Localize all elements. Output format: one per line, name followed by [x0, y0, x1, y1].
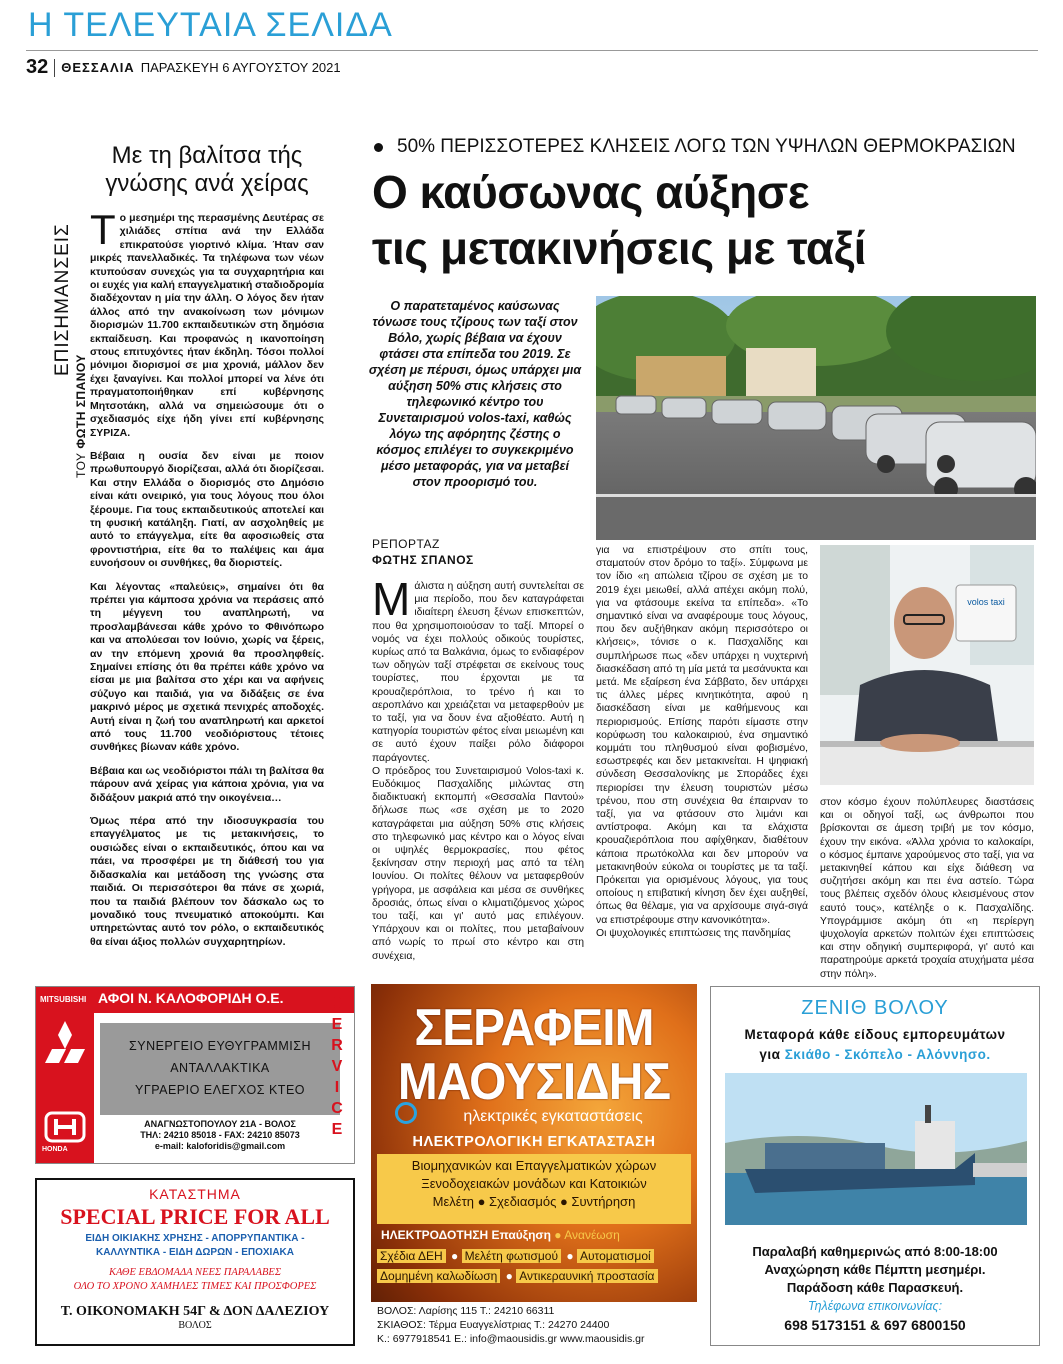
ad-services-box — [100, 1023, 340, 1115]
ad-special-price[interactable] — [35, 1178, 355, 1346]
article-kicker: 50% ΠΕΡΙΣΣΟΤΕΡΕΣ ΚΛΗΣΕΙΣ ΛΟΓΩ ΤΩΝ ΥΨΗΛΩΝ ΘΕΡΜΟΚΡΑΣΙΩΝ — [374, 136, 1016, 158]
ad-header: ΗΛΕΚΤΡΟΔΟΤΗΣΗ Επαύξηση ● Ανανέωση — [381, 1228, 620, 1242]
mitsubishi-diamonds-icon — [45, 1021, 85, 1063]
column-label: ΕΠΙΣΗΜΑΝΣΕΙΣ — [52, 223, 73, 376]
ad-service-line: ΥΓΡΑΕΡΙΟ ΕΛΕΓΧΟΣ ΚΤΕΟ — [134, 1083, 305, 1097]
column-paragraph: Και λέγοντας «παλεύεις», σημαίνει ότι θα πρέπει για κάμποσα χρόνια να περάσεις από τη μέγγενη του αναπληρωτή, να προσλαμβάνεσαι κάθε χρόνο το Φθινόπωρο και να απολύεσαι τον Ιούνιο, χωρίς να ξέρεις, αν την επόμενη χρονιά θα προσληφθείς. Σημαίνει επίσης ότι θα πρέπει κάθε χρόνο να είσαι με μια βαλίτσα στο χέρι και να αφήνεις σύζυγο και παιδιά, για να διδάξεις σε ένα μακρινό μέρος με σχετικά πενιχρές αποδοχές. Αυτή είναι η ζωή του αναπληρωτή και αρκετοί από τους 11.700 νεοδιόριστους τέτοιες συνθήκες βίωναν κάθε χρόνο. — [90, 580, 324, 754]
column-author: ΤΟΥ ΦΩΤΗ ΣΠΑΝΟΥ — [74, 354, 88, 478]
ad-kaloforidis[interactable] — [35, 986, 355, 1164]
taxi-rank-photo — [596, 296, 1036, 540]
ad-contact-label: Τηλέφωνα επικοινωνίας: — [807, 1299, 943, 1313]
bullet-icon — [374, 143, 383, 152]
article-lede: Ο παρατεταμένος καύσωνας τόνωσε τους τζίρους των ταξί στον Βόλο, χωρίς βέβαια να έχουν φτάσει στα επίπεδα του 2019. Σε σχέση με πέρυσι, όμως υπάρχει μια αύξηση 50% στις κλήσεις στο τηλεφωνικό κέντρο του Συνεταιρισμού volos-taxi, καθώς λόγω της αφόρητης ζέστης ο κόσμος επιλέγει το συγκεκριμένο μέσο μεταφοράς, για να μεταβεί στον προορισμό του. — [368, 299, 582, 489]
ad-brand-line: ΣΕΡΑΦΕΙΜ — [414, 999, 654, 1057]
page-number: 32 — [26, 56, 49, 78]
ad-address: ΑΝΑΓΝΩΣΤΟΠΟΥΛΟΥ 21Α - ΒΟΛΟΣ ΤΗΛ: 24210 85018 - FAX: 24210 85073 e-mail: kaloforidis@gmail.com — [140, 1119, 300, 1151]
article-column-2 — [596, 544, 808, 940]
ship-photo — [725, 1073, 1027, 1225]
ad-line: Μεταφορά κάθε είδους εμπορευμάτων — [744, 1027, 1006, 1042]
taxi-sign-text: volos taxi — [967, 597, 1005, 607]
ad-line: για Σκιάθο - Σκόπελο - Αλόννησο. — [759, 1047, 991, 1062]
ad-service-line: ΣΥΝΕΡΓΕΙΟ ΕΥΘΥΓΡΑΜΜΙΣΗ — [129, 1039, 311, 1053]
column-paragraph: Το μεσημέρι της περασμένης Δευτέρας σε χιλιάδες σπίτια ανά την Ελλάδα επικρατούσε γιορτινό κλίμα. Ήταν σαν μικρές πανελλαδικές. Τα τηλέφωνα των νέων κτυπούσαν συνεχώς για τα συγχαρητήρια και οι ευχές για καλή επαγγελματική σταδιοδρομία διαδέχονταν η μία την άλλη. Ο λόγος δεν ήταν άλλος από την ανακοίνωση των μόνιμων διορισμών 11.700 εκπαιδευτικών στη δημόσια εκπαίδευση. Και προφανώς η ικανοποίηση στους επιτυχόντες ήταν έκδηλη. Τόσοι πολλοί μόνιμοι διορισμοί σε μια χρονιά, μάλλον δεν έχει ξαναγίνει. Και πολλοί μπορεί να λένε ότι πραγματοποιήθηκαν επί κυβέρνησης Μητσοτάκη, αλλά να σημειώσουμε ότι ο σχεδιασμός είχε ήδη γίνει επί κυβέρνησης ΣΥΡΙΖΑ. — [90, 206, 324, 439]
ad-phones: 698 5173151 & 697 6800150 — [784, 1317, 966, 1333]
interview-photo — [820, 545, 1034, 785]
ad-kaloforidis-title: ΑΦΟΙ Ν. ΚΑΛΟΦΟΡΙΔΗ Ο.Ε. — [98, 990, 284, 1006]
ad-store-name: SPECIAL PRICE FOR ALL — [60, 1204, 330, 1229]
ad-brand-line: ΜΑΟΥΣΙΔΗΣ — [397, 1053, 671, 1111]
ad-maousidis[interactable] — [371, 984, 697, 1346]
column-paragraph: Βέβαια και ως νεοδιόριστοι πάλι τη βαλίτσα θα πάρουν ανά χείρας για κάποια χρόνια, για να διδάξουν μακριά από την οικογένεια… — [90, 764, 324, 804]
ad-service-list: Σχέδια ΔΕΗ ● Μελέτη φωτισμού ● Αυτοματισμοί Δομημένη καλωδίωση ● Αντικεραυνική προστασία — [377, 1246, 691, 1286]
honda-logo-icon — [46, 1113, 84, 1141]
ad-title: ΖΕΝΙΘ ΒΟΛΟΥ — [801, 997, 949, 1019]
article-column-1 — [372, 573, 584, 963]
ad-contacts: ΒΟΛΟΣ: Λαρίσης 115 Τ.: 24210 66311 ΣΚΙΑΘΟΣ: Τέρμα Ευαγγελίστριας Τ.: 24270 24400 Κ.: 6977918541 Ε.: info@maousidis.gr www.maousidis.gr — [371, 1302, 697, 1346]
ad-line: ΚΑΤΑΣΤΗΜΑ — [149, 1186, 241, 1202]
column-title: Με τη βαλίτσα τής γνώσης ανά χείρας — [105, 142, 309, 197]
header-rule — [26, 50, 1038, 51]
ring-logo-icon — [395, 1102, 417, 1124]
rubric-label: ΡΕΠΟΡΤΑΖ — [372, 537, 440, 551]
issue-date: ΠΑΡΑΣΚΕΥΗ 6 ΑΥΓΟΥΣΤΟΥ 2021 — [140, 60, 341, 75]
paper-name: ΘΕΣΣΑΛΙΑ — [61, 60, 135, 75]
ad-line: ΚΑΘΕ ΕΒΔΟΜΑΔΑ ΝΕΕΣ ΠΑΡΑΛΑΒΕΣ ΟΛΟ ΤΟ ΧΡΟΝΟ ΧΑΜΗΛΕΣ ΤΙΜΕΣ ΚΑΙ ΠΡΟΣΦΟΡΕΣ — [73, 1267, 317, 1292]
article-paragraph: για να επιστρέψουν στο σπίτι τους, σταματούν στον δρόμο το ταξί». Σύμφωνα με τον ίδιο «η απώλεια τζίρου σε σχέση με το 2019 έχει μειωθεί, αλλά απέχει ακόμη πολύ, για να φτάσουμε εκείνα τα επίπεδα». «Το σημαντικό είναι να αναφέρουμε τους λόγους, που δεν αυξήθηκαν ακόμη περισσότερο οι κλήσεις», τόνισε ο κ. Πασχαλίδης και συμπλήρωσε πως «δεν υπάρχει η νυχτερινή διασκέδαση από τη μία μετά τα μεσάνυκτα και μετά. Με εξαίρεση ένα Σάββατο, δεν υπάρχει τις άλλες μέρες κινητικότητα, αφού η διασκέδαση είναι με καθήμενους και περιορισμούς. Επίσης παρότι είμαστε στην κορύφωση του καλοκαιριού, ένα σημαντικό κομμάτι του πληθυσμού είναι φοβισμένο, εσωστρεφές και δεν μετακινείται. Η ψηφιακή σύνδεση Θεσσαλονίκης με Σποράδες έχει περιορίσει την έλευση τουριστών μέσω τρένου, που στη συνέχεια θα έπαιρναν το ταξί, για να φτάσουν στο λιμάνι και αντίστροφα. Ακόμη και τα ελάχιστα κρουαζιερόπλοια που αφίχθηκαν, διαθέτουν κάποια πρωτόκολλα και δεν μπορούν να μετακινηθούν εύκολα οι τουρίστες με τα ταξί. Πρόκειται για ορισμένους λόγους, για τους οποίους η επιβατική κίνηση δεν έχει αυξηθεί, όπως θα θέλαμε, για να αρχίσουμε σιγά-σιγά να επιστρέφουμε στην κανονικότητα». — [596, 545, 808, 926]
mitsubishi-logo: MITSUBISHI — [40, 995, 87, 1004]
service-vertical: S E R V I C E — [331, 995, 343, 1138]
column-body — [90, 206, 324, 959]
ad-address: Τ. ΟΙΚΟΝΟΜΑΚΗ 54Γ & ΔΟΝ ΔΑΛΕΖΙΟΥ — [60, 1304, 330, 1319]
ad-zenith[interactable] — [710, 986, 1040, 1346]
article-paragraph: Οι ψυχολογικές επιπτώσεις της πανδημίας — [596, 927, 791, 939]
ad-subtitle: ηλεκτρικές εγκαταστάσεις — [463, 1108, 643, 1125]
article-headline: Ο καύσωνας αύξησε τις μετακινήσεις με ταξί — [372, 166, 866, 274]
article-paragraph: στον κόσμο έχουν πολύπλευρες διαστάσεις και οι οδηγοί ταξί, ως άνθρωποι που βρίσκονται σε άμεση τριβή με τον κόσμο, έχουν την εικόνα. «Άλλα χρόνια το καλοκαίρι, ο κόσμος έμπαινε χαρούμενος στο ταξί, για να μετακινηθεί κάπου και είχε διάθεση να συζητήσει ακόμη και πει ένα αστείο. Τώρα τους βλέπεις σχεδόν όλους κλεισμένους στον εαυτό τους», κατέληξε ο κ. Πασχαλίδης. Υπογράμμισε ακόμη ότι «η περίεργη ψυχολογία αρκετών πολιτών έχει επιπτώσεις και στην οδηγική συμπεριφορά, γι' αυτό και παρατηρούμε αρκετά τροχαία ατυχήματα μέσα στην πόλη». — [820, 797, 1034, 980]
article-paragraph: Μάλιστα η αύξηση αυτή συντελείται σε μια περίοδο, που δεν καταγράφεται ιδιαίτερη έλευση ξένων επισκεπτών, που θα χρησιμοποιούσαν το ταξί. Μπορεί ο νομός να έχει πολλούς οδικούς τουρίστες, κυρίως από τα Βαλκάνια, όμως το ενδιαφέρον των οδηγών ταξί στρέφεται σε εκείνους τους τουρίστες, που έρχονται με τα κρουαζιερόπλοια, το τρένο ή και το αεροπλάνο και χρειάζεται να μεταφερθούν με το ταξί, για να δουν ένα αξιοθέατο. Αυτή η κατηγορία τουριστών φέτος είναι μειωμένη και σε αυτό έχουν παίξει ρόλο διάφοροι παράγοντες. — [372, 573, 584, 764]
article-byline: ΦΩΤΗΣ ΣΠΑΝΟΣ — [372, 553, 474, 567]
ad-header: ΗΛΕΚΤΡΟΛΟΓΙΚΗ ΕΓΚΑΤΑΣΤΑΣΗ — [412, 1134, 656, 1150]
folio-divider — [54, 59, 55, 77]
ad-line: ΕΙΔΗ ΟΙΚΙΑΚΗΣ ΧΡΗΣΗΣ - ΑΠΟΡΡΥΠΑΝΤΙΚΑ - ΚΑΛΛΥΝΤΙΚΑ - ΕΙΔΗ ΔΩΡΩΝ - ΕΠΟΧΙΑΚΑ — [85, 1233, 305, 1258]
column-paragraph: Βέβαια η ουσία δεν είναι με ποιον πρωθυπουργό διορίζεσαι, αλλά ότι διορίζεσαι. Και στην Ελλάδα ο διορισμός στο Δημόσιο είναι κάτι ονειρικό, για τους λόγους που όλοι ξέρουμε. Για τους εκπαιδευτικούς αποτελεί και τη φυσική κατάληξη. Γιατί, αν ασχοληθείς με αυτό το επάγγελμα, είτε θα αφοσιωθείς στα φροντιστήρια, είτε θα το παλέψεις και άμα ευνοήσουν οι συνθήκες, θα διοριστείς. — [90, 449, 324, 570]
ad-services-box: Βιομηχανικών και Επαγγελματικών χώρων Ξενοδοχειακών μονάδων και Κατοικιών Μελέτη ● Σχεδιασμός ● Συντήρηση — [377, 1154, 691, 1224]
column-paragraph: Όμως πέρα από την ιδιοσυγκρασία του επαγγέλματος με τις μετακινήσεις, το ουσιώδες είναι ο εκπαιδευτικός, όπου και να πάει, να προσφέρει με τη διάθεσή του για διδασκαλία και μετάδοση της γνώσης στα παιδιά. Οι περισσότεροι θα πάνε σε χωριά, που τα παιδιά βλέπουν τον δάσκαλο ως το μοναδικό τους πνευματικό αποκούμπι. Και υπηρετώντας αυτό τον ρόλο, ο εκπαιδευτικός θα είναι άξιος πολλών συγχαρητηρίων. — [90, 815, 324, 948]
ad-city: ΒΟΛΟΣ — [178, 1320, 212, 1331]
ad-red-side — [36, 1013, 94, 1164]
honda-label: HONDA — [42, 1146, 68, 1153]
ad-service-line: ΑΝΤΑΛΛΑΚΤΙΚΑ — [170, 1061, 270, 1075]
section-title: Η ΤΕΛΕΥΤΑΙΑ ΣΕΛΙΔΑ — [28, 6, 393, 44]
ad-schedule: Παραλαβή καθημερινώς από 8:00-18:00 Αναχώρηση κάθε Πέμπτη μεσημέρι. Παράδοση κάθε Παρασκευή. — [752, 1244, 998, 1295]
article-paragraph: Ο πρόεδρος του Συνεταιρισμού Volos-taxi κ. Ευδόκιμος Πασχαλίδης μιλώντας στη διαδικτυακή εκπομπή «Θεσσαλία Παντού» δήλωσε πως «σε σχέση με το 2020 καταγράφεται μια αύξηση 50% στις κλήσεις στο τηλεφωνικό μας κέντρο και ο λόγος είναι οι υψηλές θερμοκρασίες, που φέτος ξεκίνησαν στην περιοχή μας από τα τέλη Ιουνίου. Οι πολίτες θέλουν να μεταφερθούν γρήγορα, με ασφάλεια και μέσα σε συνθήκες δροσιάς, όπως είναι ο κλιματιζόμενος χώρος του ταξί, και γι' αυτό μας επιλέγουν. Υπάρχουν και οι πολίτες, που μεταβαίνουν από νωρίς το πρωί στο κέντρο και στη συνέχεια, — [372, 765, 584, 962]
article-column-3 — [820, 796, 1034, 981]
folio — [26, 56, 341, 79]
